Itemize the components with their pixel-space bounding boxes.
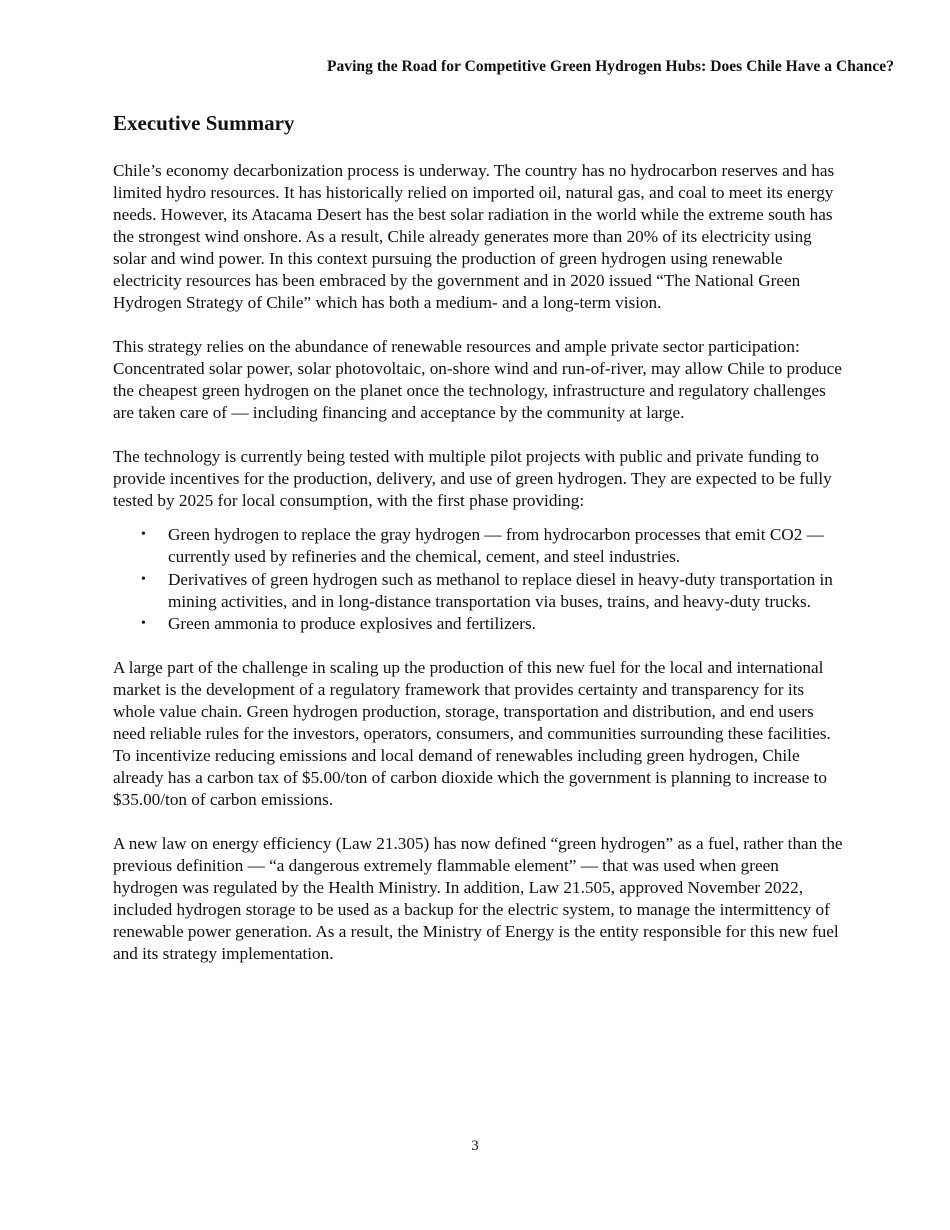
- list-item: [141, 569, 843, 614]
- paragraph-law: A new law on energy efficiency (Law 21.305) has now defined “green hydrogen” as a fuel, rather than the previous definition — “a dangerous extremely flammable element” — that was used when green hydrogen was regulated by the Health Ministry. In addition, Law 21.505, approved November 2022, included hydrogen storage to be used as a backup for the electric system, to manage the intermittency of renewable power generation. As a result, the Ministry of Energy is the entity responsible for this new fuel and its strategy implementation.: [113, 834, 843, 964]
- list-item: [141, 524, 843, 569]
- page-number: 3: [471, 1138, 479, 1154]
- bullet-icon: •: [141, 527, 146, 542]
- page-body: [113, 108, 843, 987]
- list-item-text: Derivatives of green hydrogen such as methanol to replace diesel in heavy-duty transportation in mining activities, and in long-distance transportation via buses, trains, and heavy-duty trucks.: [168, 569, 833, 611]
- paragraph-technology: The technology is currently being tested with multiple pilot projects with public and private funding to provide incentives for the production, delivery, and use of green hydrogen. They are expected to be fully tested by 2025 for local consumption, with the first phase providing:: [113, 447, 832, 510]
- running-header: Paving the Road for Competitive Green Hydrogen Hubs: Does Chile Have a Chance?: [326, 58, 894, 75]
- list-item-text: Green ammonia to produce explosives and fertilizers.: [168, 614, 536, 634]
- list-item-text: Green hydrogen to replace the gray hydrogen — from hydrocarbon processes that emit CO2 — currently used by refineries and the chemical, cement, and steel industries.: [168, 525, 824, 567]
- bullet-list: [113, 524, 843, 635]
- bullet-icon: •: [141, 616, 146, 632]
- section-title: Executive Summary: [113, 111, 295, 135]
- paragraph-regulatory: A large part of the challenge in scaling up the production of this new fuel for the local and international market is the development of a regulatory framework that provides certainty and transparency for its whole value chain. Green hydrogen production, storage, transportation and distribution, and end users need reliable rules for the investors, operators, consumers, and communities surrounding these facilities. To incentivize reducing emissions and local demand of renewables including green hydrogen, Chile already has a carbon tax of $5.00/ton of carbon dioxide which the government is planning to increase to $35.00/ton of carbon emissions.: [113, 658, 831, 810]
- paragraph-intro: Chile’s economy decarbonization process is underway. The country has no hydrocarbon reserves and has limited hydro resources. It has historically relied on imported oil, natural gas, and coal to meet its energy needs. However, its Atacama Desert has the best solar radiation in the world while the extreme south has the strongest wind onshore. As a result, Chile already generates more than 20% of its electricity using solar and wind power. In this context pursuing the production of green hydrogen using renewable electricity resources has been embraced by the government and in 2020 issued “The National Green Hydrogen Strategy of Chile” which has both a medium- and a long-term vision.: [113, 161, 835, 312]
- paragraph-strategy: This strategy relies on the abundance of renewable resources and ample private sector participation: Concentrated solar power, solar photovoltaic, on-shore wind and run-of-river, may allow Chile to produce the cheapest green hydrogen on the planet once the technology, infrastructure and regulatory challenges are taken care of — including financing and acceptance by the community at large.: [113, 337, 842, 422]
- bullet-icon: •: [141, 571, 146, 587]
- list-item: [141, 613, 843, 635]
